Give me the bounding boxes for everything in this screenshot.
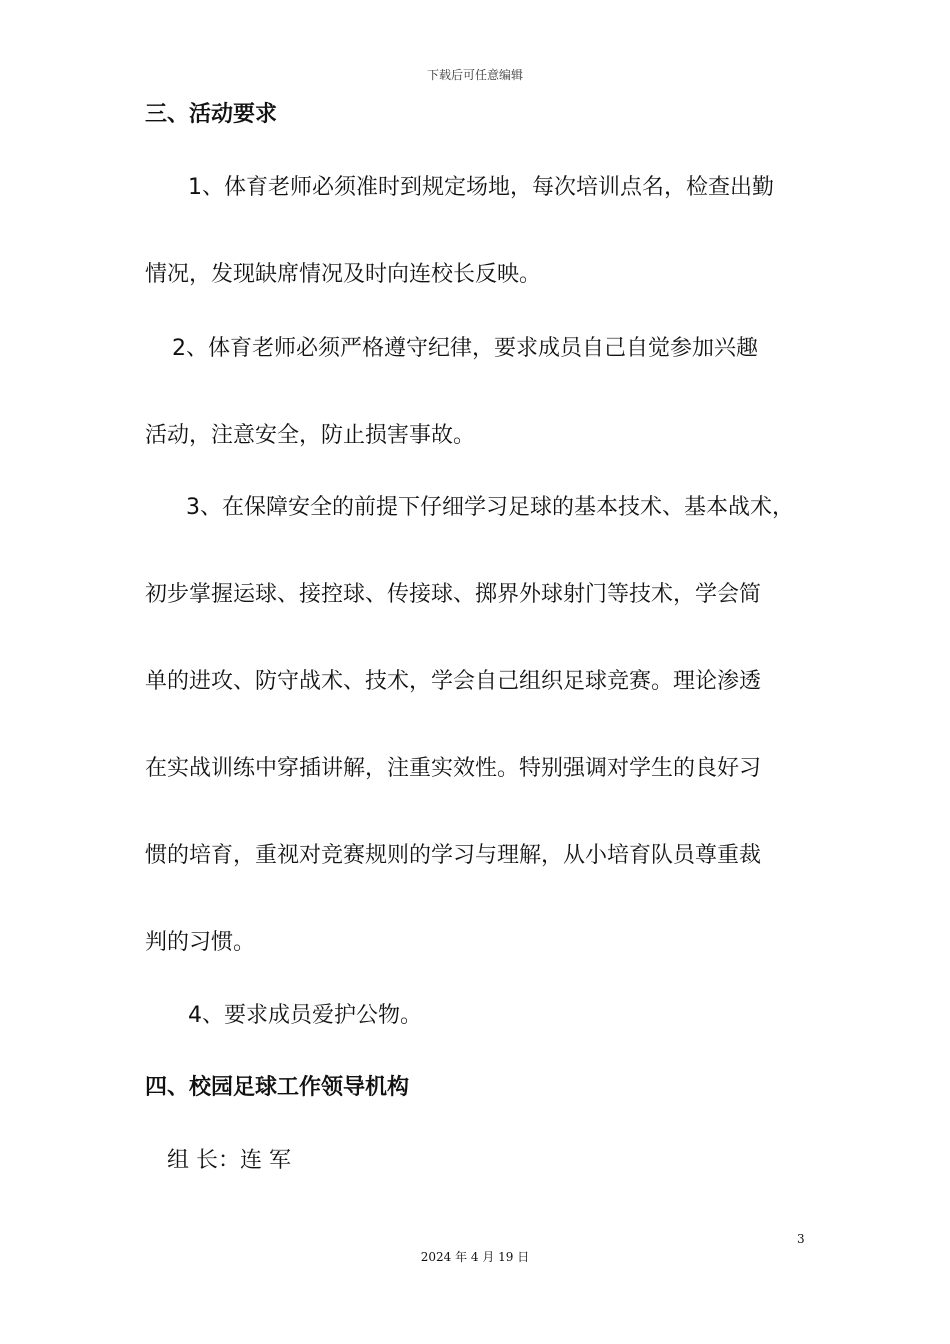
section-heading-4: 四、校园足球工作领导机构 bbox=[145, 1075, 410, 1100]
paragraph-2-line-2: 活动，注意安全，防止损害事故。 bbox=[145, 423, 476, 448]
paragraph-4-line-1: 4、要求成员爱护公物。 bbox=[188, 1003, 422, 1028]
paragraph-3-line-1: 3、在保障安全的前提下仔细学习足球的基本技术、基本战术， bbox=[186, 495, 794, 520]
page-number: 3 bbox=[797, 1232, 805, 1246]
paragraph-1-line-1: 1、体育老师必须准时到规定场地，每次培训点名，检查出勤 bbox=[188, 175, 774, 200]
paragraph-2-line-1: 2、体育老师必须严格遵守纪律，要求成员自己自觉参加兴趣 bbox=[172, 336, 758, 361]
paragraph-3-line-5: 惯的培育，重视对竞赛规则的学习与理解，从小培育队员尊重裁 bbox=[145, 843, 762, 868]
leader-line: 组 长：连 军 bbox=[167, 1148, 291, 1173]
footer-date: 2024 年 4 月 19 日 bbox=[420, 1250, 530, 1264]
paragraph-3-line-6: 判的习惯。 bbox=[145, 930, 256, 955]
paragraph-3-line-4: 在实战训练中穿插讲解，注重实效性。特别强调对学生的良好习 bbox=[145, 756, 762, 781]
paragraph-1-line-2: 情况，发现缺席情况及时向连校长反映。 bbox=[145, 262, 542, 287]
section-heading-3: 三、活动要求 bbox=[145, 102, 278, 127]
header-note: 下载后可任意编辑 bbox=[426, 68, 523, 82]
paragraph-3-line-2: 初步掌握运球、接控球、传接球、掷界外球射门等技术，学会简 bbox=[145, 582, 762, 607]
paragraph-3-line-3: 单的进攻、防守战术、技术，学会自己组织足球竞赛。理论渗透 bbox=[145, 669, 762, 694]
